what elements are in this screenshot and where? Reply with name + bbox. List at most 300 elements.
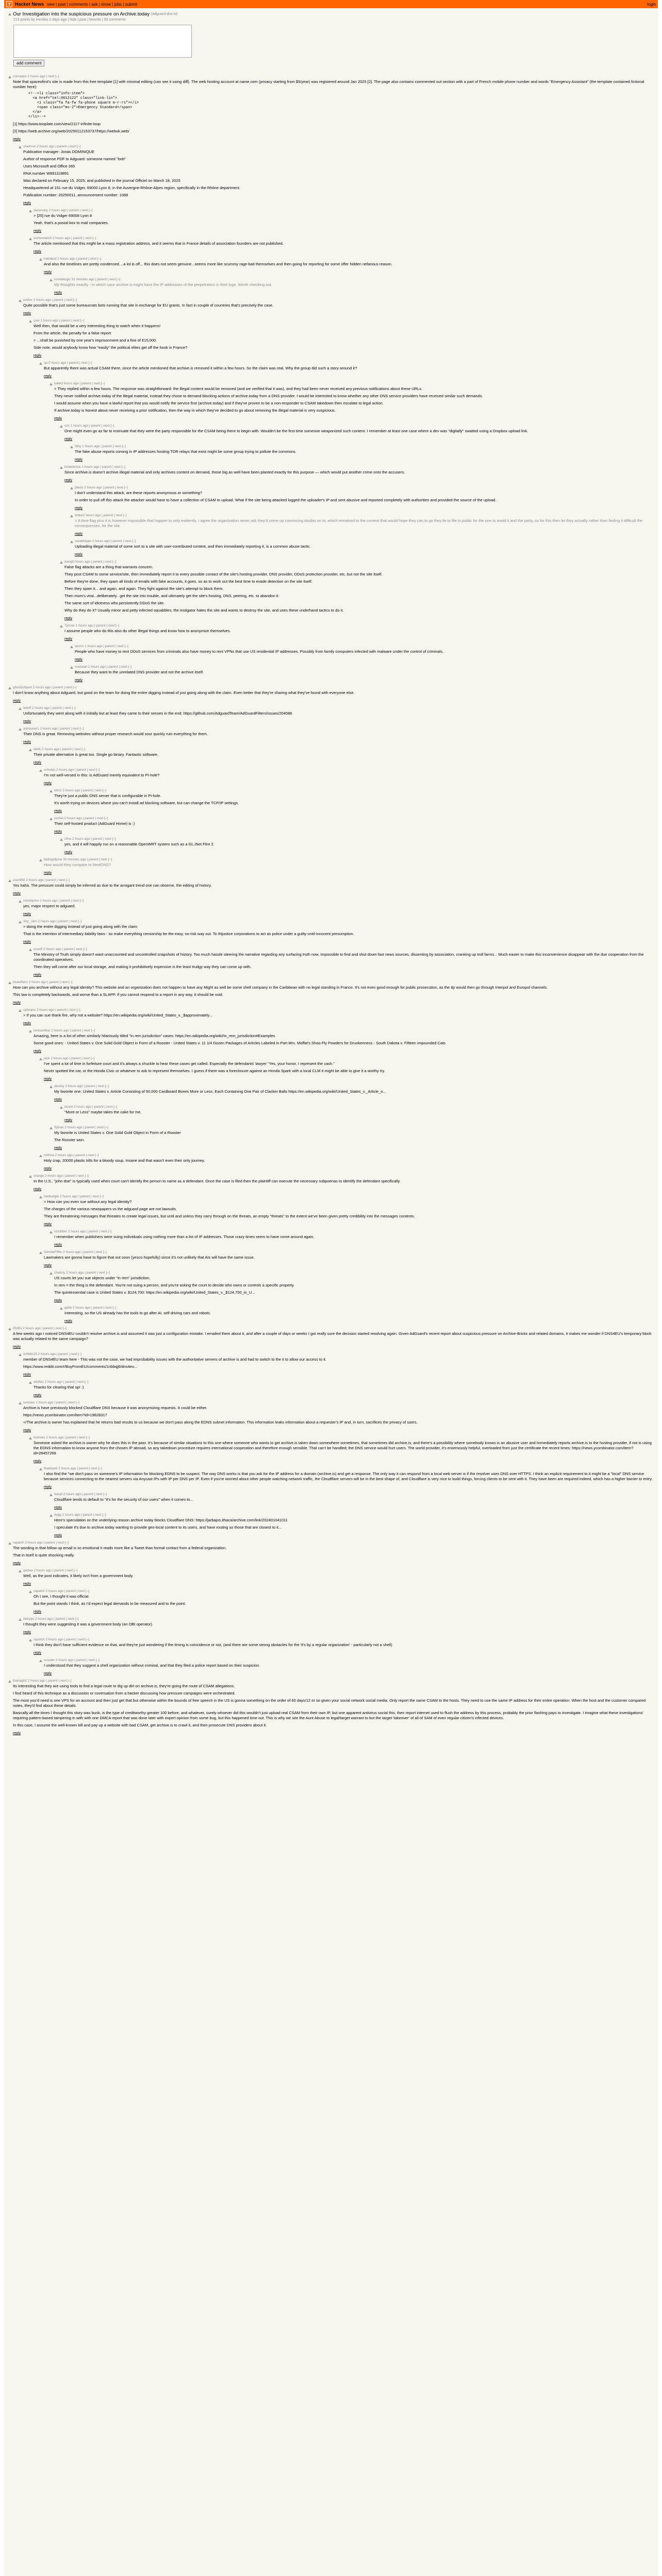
reply-link[interactable]: reply	[44, 1672, 52, 1675]
comment-upvote-icon[interactable]	[39, 1058, 42, 1060]
reply-link[interactable]: reply	[54, 1299, 62, 1302]
comment-header[interactable]: Sky_Jam 2 hours ago | parent | next [–]	[23, 920, 82, 923]
comment-header[interactable]: ozz 1 hours ago | parent | next [–]	[64, 424, 114, 428]
comment	[39, 257, 654, 274]
comment-upvote-icon[interactable]	[29, 1175, 32, 1178]
comment-upvote-icon[interactable]	[29, 1639, 32, 1641]
reply-link[interactable]: reply	[34, 1049, 42, 1053]
reply-link[interactable]: reply	[64, 1319, 73, 1323]
comment-upvote-icon[interactable]	[39, 1196, 42, 1198]
comment	[8, 980, 654, 1005]
comment-header[interactable]: rumbalogic 31 minutes ago | parent | next [–]	[54, 278, 121, 281]
comment-header[interactable]: dacenvey 2 hours ago | parent | next [–]	[34, 209, 93, 212]
comment-header[interactable]: DonnieFiffer 2 hours ago | parent | next [–]	[44, 1250, 107, 1254]
comment-header[interactable]: gdds 2 hours ago | parent | next [–]	[64, 1306, 117, 1310]
comment	[70, 445, 654, 462]
comment-header[interactable]: dereky 2 hours ago | parent | next [–]	[54, 1084, 109, 1088]
reply-link[interactable]: reply	[23, 1022, 31, 1025]
comment-header[interactable]: tacinn 1 hours ago | parent | next [–]	[75, 645, 128, 648]
reply-link[interactable]: reply	[54, 809, 62, 813]
comment-text: They're just a public DNS server that is configurable in Pi-hole. It's worth trying on devices where you can't install ad blocking software, but can change the TCP/IP settings.	[54, 793, 239, 805]
comment-header[interactable]: shaimon 2 hours ago | parent | next [–]	[23, 145, 81, 148]
comment-text: I remember when publishers were suing individuals using nothing more than a list of IP addresses. Those crazy times seem to have come around again.	[54, 1234, 315, 1239]
comment-header[interactable]: schubis 2 hours ago | parent | next [–]	[44, 768, 100, 772]
comment-upvote-icon[interactable]	[19, 299, 22, 302]
comment-header[interactable]: rapatch 2 hours ago | parent | next [–]	[34, 1589, 90, 1593]
comment	[39, 1658, 654, 1675]
reply-link[interactable]: reply	[34, 354, 42, 358]
comment-upvote-icon[interactable]	[60, 838, 63, 841]
reply-link[interactable]: reply	[64, 637, 73, 641]
comment-upvote-icon[interactable]	[8, 1680, 11, 1683]
comment-text: My thoughts exactly - in which case archive.is might have the IP addresses of the perpetrators in their logs. Worth checking out.	[54, 282, 272, 287]
comment-header[interactable]: dollar2 hours ago | parent | next [–]	[75, 514, 127, 517]
comment-text: Here's speculation on the underlying reason archive today blocks Cloudflare DNS: https://jarbajos.ithaca/archive.com/link/202401041011 I speculate it's due to archive.today wanting to provide geo-local content to its users, and have routing so those that are closest to it...	[54, 1518, 288, 1530]
comment-header[interactable]: iRdEs 2 hours ago | parent | next [–]	[13, 1327, 67, 1330]
comment	[19, 298, 654, 315]
comment-upvote-icon[interactable]	[29, 1030, 32, 1032]
comment-header[interactable]: lowbudgie 2 hours ago | parent | next [–]	[44, 1195, 104, 1198]
comment-header[interactable]: hakatusf 2 hours ago | parent | next [–]	[44, 257, 102, 261]
comment-text: Since archive.is doesn't archive illegal material and only archives content on demand, those big as well have been planted exactly for this purpose — which would put another crime onto the accusers.	[64, 470, 405, 474]
comment	[29, 1638, 654, 1655]
reply-link[interactable]: reply	[75, 506, 83, 510]
comment-header[interactable]: 5thy 1 hours ago | parent | next [–]	[75, 445, 126, 448]
comment-text: Note that spaceofirst's site is made from this free template [1] with minimal editing (can see it using diff). The web hosting account at name.com (privacy starting from $5/year) was registered around Jan 2025 [2]. The page also contains commented out section with a part of French mobile phone number and words "Emergency Assistant" (the template contained fictional number here): <!--<li class="info-item"> <a href="tel:0612122" class="link-lin"> <i class="fa fa-fw fa-phone square m-r-rs"></i> <span class="ms-2">Emergency Standard</span> </a> </li>--> [1] https://www.tooplate.com/view/2117-infinite-loop [2] https://web.archive.org/web/20250112153737/https://webuk.web/	[13, 79, 654, 134]
reply-link[interactable]: reply	[13, 892, 21, 895]
comment	[49, 789, 654, 813]
comment	[39, 768, 654, 785]
comment-text: How would they compare to NextDNS?	[44, 862, 111, 867]
reply-link[interactable]: reply	[54, 830, 62, 834]
comment-header[interactable]: rosewall 1 hours ago | parent | next [–]	[75, 665, 132, 669]
comment-text: > They replied within a few hours. The response was straightforward: the illegal content would be removed (and we verified that it was), and they had been never received any previous notifications about these URLs. They never notified archive.today of the illegal material, instead they chose to demand blocking actions of archive.today from a DNS provider. I would be interested to know whether any other DNS service providers have received similar such demands. I would assume when you have a lawful report that you would notify the service first (archive.today) and if they've proven to be a non-responder to CSAM takedown then escalate to legal action. If archive.today is honest about never receiving a prior notification, then the way in which they've decided to go about removing the illegal material is very suspicious.	[54, 386, 483, 413]
comment-text: I'm not well-versed in this: is AdGuard merely equivalent to PI-hole?	[44, 773, 160, 777]
comment-upvote-icon[interactable]	[49, 383, 53, 385]
comment-upvote-icon[interactable]	[19, 900, 22, 903]
comment	[8, 878, 654, 895]
comment-text: My favorite one: United States v. Article Consisting of 50,000 Cardboard Boxes More or Less, Each Containing One Pair of Clacker Balls https://en.wikipedia.org/wiki/United_States_v._Article_o...	[54, 1089, 386, 1094]
comment-text: How can you archive without any legal identity? This website and an organization does not happen to have any Might as well be some shell company in the Caribbean with no legal standing in France. It's not even good enough for public prosecution, as the tip would then go through Interpol and Europol channels. This law is completely backwards, and worse than a SLAPP. If you cannot respond to a report in any way, it should be void.	[13, 985, 548, 997]
comment-upvote-icon[interactable]	[29, 1381, 32, 1384]
reply-link[interactable]: reply	[34, 973, 42, 977]
comment-header[interactable]: astrouser1 1 hours ago | parent | next [–]	[23, 727, 84, 731]
reply-link[interactable]: reply	[23, 1373, 31, 1377]
comment	[49, 278, 654, 295]
comment-header[interactable]: qodxw 2 hours ago | parent | next [–]	[23, 1569, 78, 1572]
comment-text: Well then, that would be a very interesting thing to watch when it happens! From the article, the penalty for a false report: > ...shall be punished by one year's imprisonment and a fine of €15,000. Side note, would anybody know how "easily" the political elites get off the hook in France?	[34, 324, 188, 350]
comment-header[interactable]: noodletype 1 hours ago | parent | next [–]	[75, 539, 136, 543]
comment-upvote-icon[interactable]	[49, 1272, 53, 1275]
comment-upvote-icon[interactable]	[39, 258, 42, 261]
comment-header[interactable]: rapatch 2 hours ago | parent | next [–]	[13, 1541, 69, 1545]
reply-link[interactable]: reply	[13, 699, 21, 703]
comment-header[interactable]: tenzd 2 hours ago | parent | next [–]	[64, 1105, 118, 1109]
reply-link[interactable]: reply	[64, 617, 73, 620]
reply-link[interactable]: reply	[23, 1631, 31, 1634]
comment-text: US courts let you sue objects under "in rem" jurisdiction. In rem = the thing is the defendant. You're not suing a person, and you're asking the court to decide who owns or controls a specific property. The quintessential case is United States v. $124,700: https://en.wikipedia.org/wiki/United_States_v._$124,700_in_U...	[54, 1276, 295, 1295]
comment-upvote-icon[interactable]	[70, 446, 73, 448]
comment-upvote-icon[interactable]	[29, 320, 32, 323]
comment-header[interactable]: thanagtst 2 hours ago | parent | next [–]	[13, 1679, 72, 1683]
comment	[39, 361, 654, 378]
reply-link[interactable]: reply	[54, 1098, 62, 1101]
comment-upvote-icon[interactable]	[29, 210, 32, 212]
reply-link[interactable]: reply	[44, 270, 52, 274]
comment-header[interactable]: nclubber 2 hours ago | parent | next [–]	[54, 1230, 112, 1233]
comment-header[interactable]: xoxo5 2 hours ago | parent | next [–]	[34, 947, 87, 951]
comment-upvote-icon[interactable]	[19, 921, 22, 923]
comment-header[interactable]: tdm2 2 hours ago | parent | next [–]	[54, 789, 106, 792]
comment-upvote-icon[interactable]	[39, 1659, 42, 1662]
comment	[49, 1513, 654, 1537]
comment-upvote-icon[interactable]	[8, 981, 11, 984]
reply-link[interactable]: reply	[34, 1610, 42, 1614]
comment-header[interactable]: lkdvff 2 hours ago | parent | next [–]	[23, 706, 76, 710]
reply-link[interactable]: reply	[44, 1077, 52, 1081]
comment-upvote-icon[interactable]	[49, 1514, 53, 1517]
comment-header[interactable]: xchbbr23 2 hours ago | parent | next [–]	[23, 1352, 82, 1356]
comment-header[interactable]: conradev 2 hours ago | next [–]	[13, 75, 59, 78]
comment	[39, 1057, 654, 1081]
comment	[29, 947, 654, 977]
comment-upvote-icon[interactable]	[60, 425, 63, 428]
comment	[19, 727, 654, 744]
comment-header[interactable]: Tyrone 1 hours ago | parent | next [–]	[64, 624, 120, 628]
comment-text: Oh I see, I thought it was official. But the point stands I think, as I'd expect legal demands to be measured and to the point.	[34, 1594, 186, 1606]
reply-link[interactable]: reply	[23, 201, 31, 205]
reply-link[interactable]: reply	[75, 679, 83, 682]
comment-header[interactable]: ossi 1 hours ago | parent | next [–]	[34, 319, 85, 323]
reply-link[interactable]: reply	[75, 532, 83, 536]
comment	[70, 539, 654, 556]
comment-upvote-icon[interactable]	[29, 948, 32, 951]
comment	[39, 1467, 654, 1489]
comment-text: Publication manager: Jonas DOMINIQUE Author of response PDF to Adguard: someone named "bob" Uses Microsoft and Office 365 RNA number W891119891 Was declared on February 15, 2025, and published in the journal Officiel on March 18, 2025 Headquartered at 151 rue du Vidger, 69000 Lyon 8, in the Auvergne-Rhône-Alpes region, specifically in the Rhône department. Publication number: 20250011, announcement number: 1068	[23, 149, 241, 197]
reply-link[interactable]: reply	[44, 1264, 52, 1267]
comment-textarea[interactable]	[13, 25, 192, 58]
comment-text: member of DNS4EU team here - This was not the case, we had improbability issues with the authoritative servers of archive is and had to switch to the it to allow our access to it. https://www.reddit.com/r/BuyFromEU/comments/1nbbqj6/dns4eu...	[23, 1357, 327, 1369]
comment-text: Amazing, here is a list of other similarly hilariously titled "in rem jurisdiction" cases: https://en.wikipedia.org/wiki/In_rem_jurisdiction#Examples Some good ones: - United States v. One Solid Gold Object in Form of a Rooster - United States v. 11 1/4 Dozen Packages of Articles Labeled in Part Mrs. Moffat's Shoo-Fly Powders for Drunkenness - South Dakota v. Fifteen Impounded Cats	[34, 1033, 446, 1045]
reply-link[interactable]: reply	[64, 479, 73, 482]
comment-text: I've spent a lot of time in forfeiture court and it's always a chuckle to hear these cases get called. Especially the defendants' lawyer "Yes, your honor, I represent the cash." Never spotted the cat, or the Honda Civic or whatever to ask to represent themselves. I guess if there was a foreclosure against an Honda Spark with a local CLM it might be able to give it a worthy try.	[44, 1061, 385, 1073]
reply-link[interactable]: reply	[54, 1506, 62, 1510]
comment	[70, 645, 654, 662]
reply-link[interactable]: reply	[64, 437, 73, 441]
reply-link[interactable]: reply	[34, 1651, 42, 1655]
comment-text: Thanks for clearing that up! :)	[34, 1385, 84, 1389]
comment-upvote-icon[interactable]	[19, 146, 22, 148]
comment-upvote-icon[interactable]	[39, 362, 42, 365]
comment-upvote-icon[interactable]	[8, 687, 11, 689]
comment-upvote-icon[interactable]	[8, 1328, 11, 1330]
comment	[70, 665, 654, 682]
comment-header[interactable]: lindastrove 1 hours ago | parent | next [–]	[64, 465, 125, 469]
comment	[19, 1401, 654, 1432]
code-block: <!--<li class="info-item"> <a href="tel:0612122" class="link-lin"> <i class="fa fa-fw fa-phone square m-r-rs"></i> <span class="ms-2">Emergency Standard</span> </a> </li>-->	[28, 92, 139, 119]
comment-upvote-icon[interactable]	[19, 1618, 22, 1621]
reply-link[interactable]: reply	[44, 782, 52, 785]
comment-header[interactable]: nickelprice 2 hours ago | parent | next [–]	[23, 899, 84, 903]
reply-link[interactable]: reply	[75, 658, 83, 662]
comment-text: > If you can sue thank fire, why not a website? https://en.wikipedia.org/wiki/United_States_v._$approximately...	[23, 1013, 212, 1018]
reply-link[interactable]: reply	[44, 375, 52, 378]
comment-header[interactable]: dvgp 2 hours ago | parent | next [–]	[54, 1513, 106, 1517]
comment-header[interactable]: mtthna 2 hours ago | parent | next [–]	[44, 1154, 99, 1157]
reply-link[interactable]: reply	[23, 940, 31, 944]
comment-upvote-icon[interactable]	[70, 515, 73, 517]
comment	[19, 1352, 654, 1377]
comment-header[interactable]: kalle3 hours ago | parent | next [–]	[54, 382, 105, 385]
comment-upvote-icon[interactable]	[8, 1542, 11, 1545]
comment-text: Someone asked the archive.is owner why he does this in the past. It's because of similar situations to this one where someone who wants to get archive.is taken down somewhere sometimes, that sometimes did archive.is, and there's a possibility where somebody knows is an abusive user and immediately reports archive.is to the hosting provider, if not is using the EDNS information to know anyone from the chosen IP abroad, so any takedown procedure requires international cooperation and therefore enough sensible. That can't be handled; the DNS service would hurt users. The world provider, it's enormously helpful, overloaded from just the certificate the recent times: https://news.ycombinator.com/item?id=26457269	[34, 1440, 652, 1455]
comment-text: Interesting, so the US already has the tools to go after AI, self driving cars and robots.	[64, 1311, 211, 1315]
comment	[60, 1105, 654, 1122]
reference-link[interactable]: [2] https://web.archive.org/web/20250112153737/https://webuk.web/	[13, 129, 129, 133]
comment-header[interactable]: jack 2 hours ago | parent | next [–]	[44, 1057, 95, 1060]
comment	[29, 748, 654, 765]
comment-header[interactable]: scouter 2 hours ago | parent | next [–]	[44, 1658, 100, 1662]
comment-text: But apparently there was actual CSAM there, since the article mentioned that archive.is removed it within a few hours. So the claim was real. Why the group did such a story around it?	[44, 366, 357, 370]
comment-upvote-icon[interactable]	[60, 625, 63, 628]
comment-text: False flag attacks are a thing that warrants concern. They post CSAM to some service/site, then immediately report it to every possible contact of the site's hosting provider, DNS provider, DDoS protection provider, etc. but not the site itself. Before they're done, they spam all kinds of emails with fake accounts, it goes. so as to work out the best time to evade detection on the site itself. Then they spam it... and again, and again. They fight against the site's attempt to block them. Then mom's viral...deliberately.. get the site into trouble, and ultimately get the site's hosting, DNS, peering, etc. to abandon it. The same sort of idiotness who persistently DDoS the site. Why do they do it? Usually minor and petty infected squabbles; the instigator hates the site and wants to destroy the site, and uses these underhand tactics to do it.	[64, 565, 383, 613]
reply-link[interactable]: reply	[13, 1345, 21, 1349]
comment-upvote-icon[interactable]	[70, 487, 73, 489]
reply-link[interactable]: reply	[34, 1188, 42, 1191]
reply-link[interactable]: reply	[34, 761, 42, 765]
comment	[29, 1589, 654, 1614]
comment-header[interactable]: tlanpt 2 hours ago | parent | next [–]	[54, 1493, 107, 1496]
comment	[29, 236, 654, 253]
reply-link[interactable]: reply	[23, 740, 31, 744]
comment-text: The Ministry of Truth simply doesn't want unaccounted and uncontrolled snapshots of history. Too much hassle steering the narrative regarding any surfacing truth now. Impossible to find and shut down fast news sources, dissenting by association, cranking up troll farms... Much easier to make this inconvenience disappear with the due cooperation from the coordinated operatives. Then they will come after our local storage, and making it prohibitively expensive is the least trudgy way they can come up with.	[34, 952, 644, 969]
comment-text: I don't know anything about Adguard, but good on the team for doing the entire digging instead of just going along with the claim. Even better that they're sharing what they've found with everyone else.	[13, 690, 355, 695]
reply-link[interactable]: reply	[13, 138, 21, 141]
story-subtext: 213 points by immibis 2 days ago | hide | past | favorite | 93 comments	[13, 18, 126, 22]
comment	[19, 145, 654, 205]
comment	[39, 858, 654, 875]
comment-text: In the U.S., "john doe" is typically used when court can't identify the person to name as a defendant. Once the case is filed then the plaintiff can execute the necessary subpoenas to identify the defendant specifically.	[34, 1179, 401, 1183]
reply-link[interactable]: reply	[23, 720, 31, 723]
comment-text: > doing the entire digging instead of just going along with the claim That is the intention of intermediary liability laws - so make everything censorship be the easy, no-risk way out. To INjustice corporations to act as police under a guilty-until-innocent presumption.	[23, 924, 354, 936]
reply-link[interactable]: reply	[54, 1534, 62, 1537]
reply-link[interactable]: reply	[13, 1562, 21, 1565]
comment-header[interactable]: lordsunfear 2 hours ago | parent | next [–]	[34, 1029, 95, 1032]
comment-upvote-icon[interactable]	[49, 1494, 53, 1496]
comment-text: My favorite is United States v. One Solid Gold Object in Form of a Rooster The Rooster won.	[54, 1130, 181, 1142]
comment-text: One might even go as far to insinuate that they were the party responsible for the CSAM being there to begin with. Wouldn't be the first time someone weaponized such content. I remember at least one case where a dev was "digitally" swatted using a Dropbox upload link.	[64, 429, 528, 433]
comment-upvote-icon[interactable]	[49, 818, 53, 820]
comment-upvote-icon[interactable]	[49, 1127, 53, 1129]
comment-text: yes, and it will happily run on a reasonable OpenWRT system such as a GL.iNet Flint 2.	[64, 842, 214, 846]
comment-text: Well, as the post indicates, it likely isn't from a government body.	[23, 1573, 134, 1578]
comment	[19, 1617, 654, 1634]
comment-header[interactable]: jdavis 2 hours ago | parent | next [–]	[75, 486, 128, 489]
reference-link[interactable]: [1] https://www.tooplate.com/view/2117-infinite-loop	[13, 122, 101, 126]
comment-tree	[4, 69, 658, 1735]
reply-link[interactable]: reply	[34, 1460, 42, 1463]
reply-link[interactable]: reply	[13, 1001, 21, 1005]
comment-header[interactable]: Sphax 2 hours ago | parent | next [–]	[54, 1126, 108, 1129]
comment-upvote-icon[interactable]	[70, 540, 73, 543]
comment	[8, 75, 654, 141]
comment-upvote-icon[interactable]	[60, 1307, 63, 1310]
reply-link[interactable]: reply	[23, 312, 31, 315]
comment-text: Their private alternative is great too. Single go binary. Fantastic software.	[34, 752, 159, 757]
story-title[interactable]: Our Investigation into the suspicious pressure on Archive.today	[13, 11, 150, 17]
reply-link[interactable]: reply	[23, 1429, 31, 1432]
comment	[49, 1126, 654, 1150]
comment-header[interactable]: sp-0 hours ago | parent | next [–]	[44, 361, 92, 365]
comment	[70, 514, 654, 536]
comment-text: People who have money to rent DDoS services from criminals also have money to rent VPNs that use US residential IP addresses. Possibly from family computers infected with malware under the control of criminals.	[75, 649, 444, 654]
comment-upvote-icon[interactable]	[19, 728, 22, 731]
comment-upvote-icon[interactable]	[19, 1570, 22, 1572]
login-link[interactable]: login	[647, 2, 656, 7]
comment-header[interactable]: fadingofjune 30 minutes ago | parent | next [–]	[44, 858, 112, 861]
comment	[60, 837, 654, 854]
comment	[29, 209, 654, 233]
comment	[8, 1679, 654, 1735]
comment-text: The fake abuse reports coming in IP addresses hosting TOR relays that exist might be some group trying to pollute the commons.	[75, 449, 296, 454]
comment	[19, 920, 654, 944]
reply-link[interactable]: reply	[34, 229, 42, 233]
comment-upvote-icon[interactable]	[60, 561, 63, 564]
comment-header[interactable]: user456 2 hours ago | parent | next [–]	[13, 878, 70, 882]
comment-header[interactable]: tootsies 2 hours ago | parent | next [–]	[23, 1401, 79, 1404]
comment-text: I thought they were suggesting it was a government body (an OBI operator)	[23, 1622, 153, 1626]
reply-link[interactable]: reply	[34, 1394, 42, 1397]
comment	[70, 486, 654, 510]
comment-upvote-icon[interactable]	[19, 1353, 22, 1356]
comment-text: A few weeks ago I noticed DNS4EU couldn't resolve archive.is and assumed it was just a configuration mistake. I emailed them about it, and after a couple of days or weeks I got really sure the decision started resolving again. Given AdGuard's recent report about suspicious pressure on Archive-Brickx and related domains, it makes me wonder if DNS4EU's temporary block was actually related to the same campaign?	[13, 1331, 652, 1341]
comment-upvote-icon[interactable]	[60, 1106, 63, 1109]
comment-header[interactable]: boardfairs 2 hours ago | parent | next [–]	[13, 980, 73, 984]
reply-link[interactable]: reply	[44, 1485, 52, 1489]
comment	[60, 465, 654, 482]
reply-link[interactable]: reply	[75, 458, 83, 462]
reply-link[interactable]: reply	[64, 851, 73, 854]
comment-header[interactable]: opfwanc 2 hours ago | parent | next [–]	[23, 1008, 80, 1012]
upvote-arrow-icon[interactable]	[8, 13, 11, 15]
reply-link[interactable]: reply	[54, 1243, 62, 1247]
comment-header[interactable]: ghostsofpast 2 hours ago | parent | next [–]	[13, 686, 77, 689]
comment-header[interactable]: emfox 1 hours ago | parent | next [–]	[23, 298, 77, 302]
comment	[60, 560, 654, 620]
comment-header[interactable]: orange 2 hours ago | parent | next [–]	[34, 1174, 89, 1178]
comment-upvote-icon[interactable]	[39, 1251, 42, 1254]
comment-header[interactable]: wang0 hours ago | parent | next [–]	[64, 560, 117, 564]
comment-upvote-icon[interactable]	[39, 859, 42, 861]
comment-upvote-icon[interactable]	[39, 1468, 42, 1470]
reply-link[interactable]: reply	[64, 1118, 73, 1122]
reply-link[interactable]: reply	[44, 871, 52, 875]
reply-link[interactable]: reply	[34, 250, 42, 253]
comment	[8, 1541, 654, 1565]
comment-upvote-icon[interactable]	[39, 769, 42, 772]
story-site[interactable]: (adguard-dns.io)	[151, 12, 178, 16]
page-container	[4, 0, 658, 2576]
comment-header[interactable]: orchid 2 hours ago | parent | next [–]	[54, 817, 108, 820]
comment	[49, 1084, 654, 1101]
comment-upvote-icon[interactable]	[29, 1590, 32, 1593]
add-comment-button[interactable]: add comment	[13, 60, 44, 66]
nav-links[interactable]: new | past | comments | ask | show | jobs | submit	[47, 2, 138, 7]
comment-text: The wording in that follow up email is so emotional it reads more like a Tweet than formal contact from a federal organization. That in itself is quite shocking really.	[13, 1546, 227, 1557]
comment-text: Because they want to the unrelated DNS provider and not the archive itself.	[75, 670, 204, 674]
comment-upvote-icon[interactable]	[19, 1402, 22, 1404]
top-navbar	[4, 0, 658, 8]
comment-header[interactable]: delrk 2 hours ago | parent | next [–]	[34, 748, 86, 751]
comment	[49, 1230, 654, 1247]
comment	[19, 899, 654, 916]
comment-upvote-icon[interactable]	[39, 1155, 42, 1157]
comment	[19, 1569, 654, 1586]
comment-upvote-icon[interactable]	[49, 279, 53, 281]
comment	[8, 1327, 654, 1349]
comment-text: Lawmakers are gonna have to figure that out soon (yesco hopefully) since it's not unlikely that AIs will have the same issue.	[44, 1255, 255, 1260]
comment-header[interactable]: chalicly 2 hours ago | parent | next [–]	[54, 1271, 110, 1275]
comment-header[interactable]: zthw 2 hours ago | parent | next [–]	[64, 837, 116, 841]
comment-upvote-icon[interactable]	[29, 238, 32, 240]
comment-upvote-icon[interactable]	[49, 790, 53, 792]
reply-link[interactable]: reply	[54, 417, 62, 420]
comment-header[interactable]: dekyqe 2 hours ago | parent | next [–]	[23, 1617, 79, 1621]
comment-header[interactable]: wildfaz 2 hours ago | parent | next [–]	[34, 1380, 89, 1384]
comment-upvote-icon[interactable]	[19, 1009, 22, 1012]
reply-link[interactable]: reply	[44, 1223, 52, 1226]
comment-upvote-icon[interactable]	[29, 1437, 32, 1439]
comment-upvote-icon[interactable]	[70, 646, 73, 648]
comment-header[interactable]: rapatch 2 hours ago | parent | next [–]	[34, 1638, 90, 1641]
comment-text: Their DNS is great. Removing websites without proper research would sour quickly ruin everything for them.	[23, 732, 208, 736]
comment-header[interactable]: thatdavid 2 hours ago | parent | next [–]	[44, 1467, 102, 1470]
comment-upvote-icon[interactable]	[70, 666, 73, 669]
reply-link[interactable]: reply	[54, 1146, 62, 1150]
comment-upvote-icon[interactable]	[19, 707, 22, 710]
comment-upvote-icon[interactable]	[29, 749, 32, 751]
comment	[39, 1250, 654, 1267]
comment-upvote-icon[interactable]	[8, 879, 11, 882]
comment	[60, 624, 654, 641]
comment-header[interactable]: tootsies 2 hours ago | parent | next [–]	[34, 1436, 90, 1439]
comment-upvote-icon[interactable]	[8, 76, 11, 78]
site-brand[interactable]: Hacker News	[15, 2, 44, 7]
y-logo-icon[interactable]: Y	[6, 1, 12, 7]
comment	[19, 706, 654, 723]
comment	[8, 686, 654, 703]
comment-upvote-icon[interactable]	[49, 1086, 53, 1088]
comment-text: Yes haha. The pressure could simply be inferred as due to the arrogant trend one can observe, the editing of history.	[13, 883, 212, 888]
reply-link[interactable]: reply	[13, 1732, 21, 1735]
reply-link[interactable]: reply	[23, 912, 31, 916]
comment-text: Archive.is have previously blocked Cloudflare DNS because it was anonymizing requests. It could be either. https://news.ycombinator.com/item?id=19828317 </The archive.is owner has explained that he returns bad results to us because we don't pass along the EDNS subnet information. This information leaks information about a requester's IP and, in turn, sacrifices the privacy of users.	[23, 1405, 418, 1425]
comment-text: I assume people who do this also do other illegal things and know how to anonymize themselves.	[64, 629, 231, 633]
story-section	[4, 8, 658, 69]
reply-link[interactable]: reply	[44, 1167, 52, 1171]
comment	[39, 1154, 654, 1171]
comment-upvote-icon[interactable]	[60, 466, 63, 469]
reply-link[interactable]: reply	[75, 553, 83, 556]
comment-text: Their self-hosted product (AdGuard Home) is :)	[54, 821, 135, 826]
reply-link[interactable]: reply	[54, 291, 62, 295]
comment-text: "More or Less" maybe takes the cake for me.	[64, 1110, 142, 1114]
comment-header[interactable]: someoneish 2 hours ago | parent | next [–]	[34, 236, 96, 240]
comment-text: And also the timelines are pretty condensed....a lot is off... this does not seem genuine...seems more like scummy rage-bait themselves and then going for reporting for some offer hidden nefarious reason.	[44, 262, 392, 266]
comment-text: Holy crap, 20000 plastic kills for a bloody soup. Insane and that wasn't even their only journey.	[44, 1158, 205, 1163]
reply-link[interactable]: reply	[23, 1582, 31, 1586]
comment-upvote-icon[interactable]	[49, 1231, 53, 1233]
